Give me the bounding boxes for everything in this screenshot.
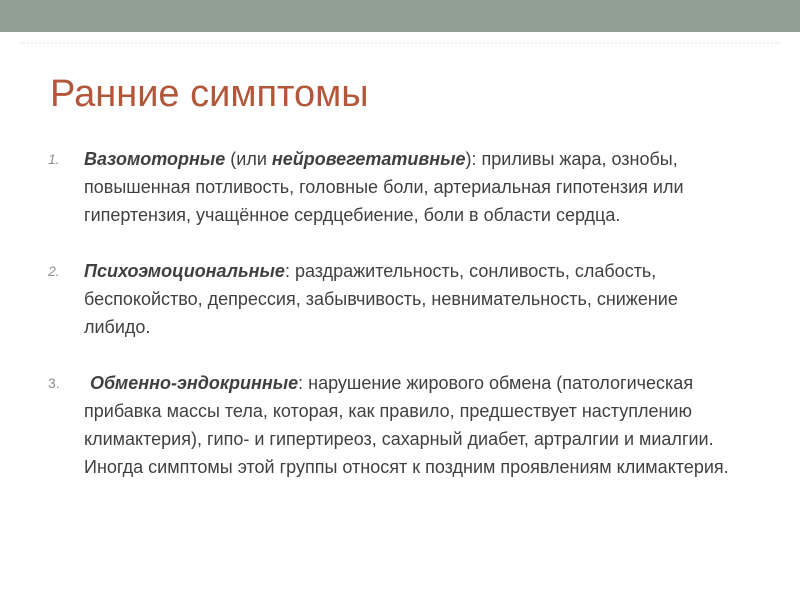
term-metabolic: Обменно-эндокринные (90, 373, 299, 393)
top-decorative-bar (0, 0, 800, 32)
item-text: : нарушение жирового обмена (патологическая прибавка массы тела, которая, как правило, предшествует наступлению климактерия), гипо- и гипертиреоз, сахарный диабет, артралгии и миалгии. Иногда симптомы этой группы относят к поздним проявлениям климактерия. (84, 373, 729, 477)
decorative-dotted-line (20, 42, 780, 44)
item-text-part: (или (225, 149, 272, 169)
list-item-metabolic (48, 369, 748, 481)
term-vasomotor: Вазомоторные (84, 149, 226, 169)
item-text: : раздражительность, сонливость, слабость, беспокойство, депрессия, забывчивость, невнимательность, снижение либидо. (84, 261, 678, 337)
list-number: 1. (48, 151, 60, 167)
list-number: 2. (48, 263, 60, 279)
item-text: ): приливы жара, ознобы, повышенная потливость, головные боли, артериальная гипотензия или гипертензия, учащённое сердцебиение, боли в области сердца. (84, 149, 684, 225)
symptom-list (48, 145, 748, 481)
list-number: 3. (48, 375, 60, 391)
list-item-vasomotor (48, 145, 748, 229)
term-psychoemotional: Психоэмоциональные (84, 261, 285, 281)
slide-title: Ранние симптомы (50, 73, 369, 115)
term-neurovegetative: нейровегетативные (271, 149, 466, 169)
list-item-psychoemotional (48, 257, 748, 341)
